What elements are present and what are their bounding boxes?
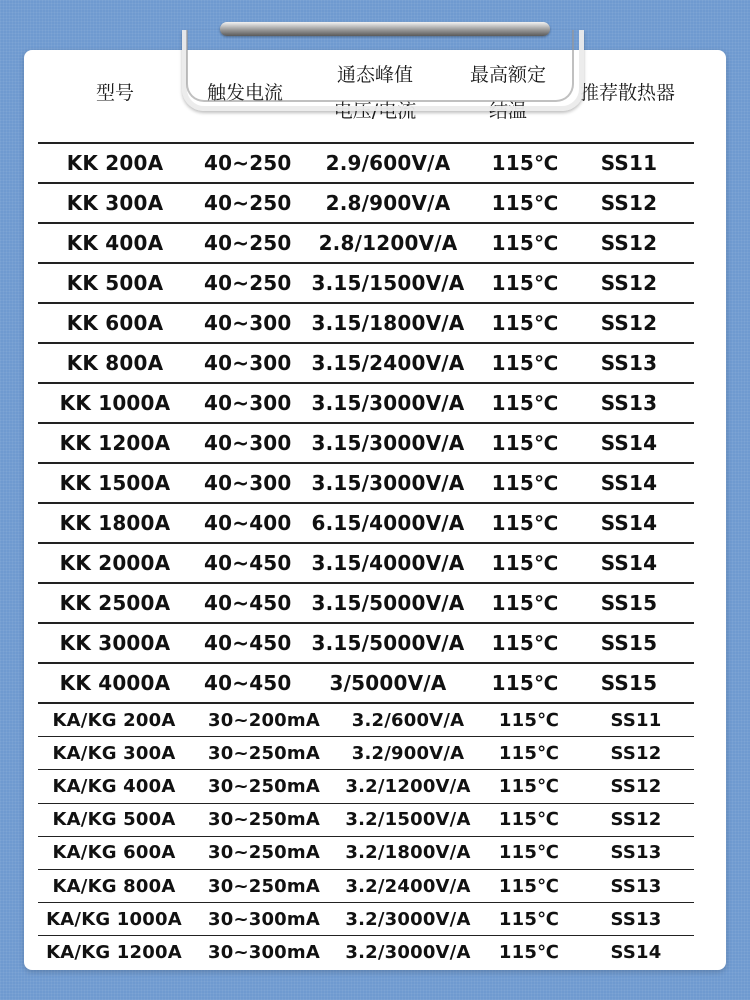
model-cell: KK 800A [66,351,164,375]
model-cell: KK 200A [66,151,164,175]
table-row [38,736,694,769]
heatsink-cell: SS12 [600,271,658,295]
header-heatsink: 推荐散热器 [579,82,675,104]
peak-voltage-current-cell: 3.2/3000V/A [345,908,471,930]
model-cell: KK 500A [66,271,164,295]
model-cell: KA/KG 800A [52,875,176,897]
max-junction-temp-cell: 115℃ [491,271,559,295]
trigger-current-cell: 30~250mA [208,809,320,831]
table-row [38,222,694,262]
trigger-current-cell: 40~250 [204,231,292,255]
table-row [38,869,694,902]
header-peak-voltage-line2: 电压/电流 [333,100,417,122]
heatsink-cell: SS14 [600,511,658,535]
trigger-current-cell: 40~300 [204,431,292,455]
table-row [38,382,694,422]
max-junction-temp-cell: 115℃ [491,351,559,375]
peak-voltage-current-cell: 3.15/3000V/A [311,391,465,415]
trigger-current-cell: 40~250 [204,271,292,295]
model-cell: KK 600A [66,311,164,335]
heatsink-cell: SS12 [610,775,662,797]
model-cell: KA/KG 400A [52,775,176,797]
peak-voltage-current-cell: 3.15/3000V/A [311,471,465,495]
peak-voltage-current-cell: 3.2/1200V/A [345,775,471,797]
trigger-current-cell: 30~300mA [208,908,320,930]
max-junction-temp-cell: 115℃ [498,941,560,963]
heatsink-cell: SS13 [600,391,658,415]
heatsink-cell: SS13 [610,875,662,897]
table-row [38,582,694,622]
table-row [38,462,694,502]
max-junction-temp-cell: 115℃ [491,591,559,615]
peak-voltage-current-cell: 3.15/4000V/A [311,551,465,575]
clip-frame-inner [186,30,574,102]
trigger-current-cell: 40~450 [204,551,292,575]
header-peak-voltage-line1: 通态峰值 [336,64,413,86]
header-trigger-current: 触发电流 [206,82,283,104]
table-row [38,142,694,182]
heatsink-cell: SS15 [600,671,658,695]
max-junction-temp-cell: 115℃ [498,709,560,731]
model-cell: KA/KG 1200A [46,941,182,963]
table-row [38,803,694,836]
model-cell: KK 4000A [59,671,171,695]
max-junction-temp-cell: 115℃ [498,809,560,831]
table-row [38,902,694,935]
table-row [38,836,694,869]
trigger-current-cell: 30~250mA [208,775,320,797]
heatsink-cell: SS12 [610,742,662,764]
trigger-current-cell: 40~450 [204,671,292,695]
max-junction-temp-cell: 115℃ [491,311,559,335]
trigger-current-cell: 30~250mA [208,842,320,864]
peak-voltage-current-cell: 3.15/5000V/A [311,591,465,615]
heatsink-cell: SS12 [600,231,658,255]
max-junction-temp-cell: 115℃ [491,511,559,535]
model-cell: KA/KG 300A [52,742,176,764]
peak-voltage-current-cell: 2.8/900V/A [325,191,451,215]
model-cell: KA/KG 200A [52,709,176,731]
peak-voltage-current-cell: 3.15/1800V/A [311,311,465,335]
heatsink-cell: SS13 [610,908,662,930]
model-cell: KK 2000A [59,551,171,575]
max-junction-temp-cell: 115℃ [491,471,559,495]
max-junction-temp-cell: 115℃ [491,151,559,175]
peak-voltage-current-cell: 3.2/900V/A [351,742,465,764]
trigger-current-cell: 40~300 [204,351,292,375]
model-cell: KK 3000A [59,631,171,655]
table-row [38,422,694,462]
table-row [38,622,694,662]
model-cell: KK 1200A [59,431,171,455]
max-junction-temp-cell: 115℃ [498,875,560,897]
trigger-current-cell: 40~450 [204,631,292,655]
trigger-current-cell: 40~300 [204,311,292,335]
heatsink-cell: SS13 [600,351,658,375]
peak-voltage-current-cell: 3.2/1800V/A [345,842,471,864]
model-cell: KK 2500A [59,591,171,615]
table-row [38,302,694,342]
max-junction-temp-cell: 115℃ [491,671,559,695]
model-cell: KK 1800A [59,511,171,535]
header-model: 型号 [95,82,134,104]
heatsink-cell: SS12 [600,311,658,335]
peak-voltage-current-cell: 3.2/3000V/A [345,941,471,963]
heatsink-cell: SS14 [610,941,662,963]
heatsink-cell: SS15 [600,631,658,655]
peak-voltage-current-cell: 3.2/600V/A [351,709,465,731]
peak-voltage-current-cell: 3/5000V/A [329,671,447,695]
heatsink-cell: SS12 [610,809,662,831]
max-junction-temp-cell: 115℃ [498,842,560,864]
max-junction-temp-cell: 115℃ [491,191,559,215]
heatsink-cell: SS15 [600,591,658,615]
model-cell: KA/KG 500A [52,809,176,831]
trigger-current-cell: 40~300 [204,471,292,495]
table-row [38,502,694,542]
trigger-current-cell: 40~250 [204,191,292,215]
peak-voltage-current-cell: 6.15/4000V/A [311,511,465,535]
model-cell: KK 300A [66,191,164,215]
trigger-current-cell: 30~300mA [208,941,320,963]
peak-voltage-current-cell: 3.15/5000V/A [311,631,465,655]
table-row [38,935,694,968]
max-junction-temp-cell: 115℃ [491,551,559,575]
table-row [38,542,694,582]
header-max-temp-line1: 最高额定 [469,64,546,86]
max-junction-temp-cell: 115℃ [491,631,559,655]
clip-bar [220,22,550,36]
table-row [38,262,694,302]
max-junction-temp-cell: 115℃ [498,908,560,930]
max-junction-temp-cell: 115℃ [498,742,560,764]
heatsink-cell: SS13 [610,842,662,864]
trigger-current-cell: 40~300 [204,391,292,415]
table-row [38,342,694,382]
header-max-temp-line2: 结温 [488,100,527,122]
table-row [38,769,694,802]
table-row [38,702,694,736]
trigger-current-cell: 40~250 [204,151,292,175]
peak-voltage-current-cell: 3.15/3000V/A [311,431,465,455]
model-cell: KK 1500A [59,471,171,495]
trigger-current-cell: 40~450 [204,591,292,615]
trigger-current-cell: 40~400 [204,511,292,535]
peak-voltage-current-cell: 3.15/1500V/A [311,271,465,295]
heatsink-cell: SS14 [600,551,658,575]
heatsink-cell: SS14 [600,431,658,455]
spec-table [0,142,750,969]
table-row [38,662,694,702]
heatsink-cell: SS12 [600,191,658,215]
trigger-current-cell: 30~250mA [208,742,320,764]
heatsink-cell: SS14 [600,471,658,495]
max-junction-temp-cell: 115℃ [491,231,559,255]
model-cell: KK 1000A [59,391,171,415]
model-cell: KA/KG 1000A [46,908,182,930]
heatsink-cell: SS11 [600,151,658,175]
peak-voltage-current-cell: 3.2/1500V/A [345,809,471,831]
trigger-current-cell: 30~250mA [208,875,320,897]
model-cell: KK 400A [66,231,164,255]
peak-voltage-current-cell: 3.2/2400V/A [345,875,471,897]
max-junction-temp-cell: 115℃ [498,775,560,797]
trigger-current-cell: 30~200mA [208,709,320,731]
peak-voltage-current-cell: 2.9/600V/A [325,151,451,175]
model-cell: KA/KG 600A [52,842,176,864]
table-row [38,182,694,222]
heatsink-cell: SS11 [610,709,662,731]
max-junction-temp-cell: 115℃ [491,391,559,415]
peak-voltage-current-cell: 3.15/2400V/A [311,351,465,375]
peak-voltage-current-cell: 2.8/1200V/A [318,231,458,255]
max-junction-temp-cell: 115℃ [491,431,559,455]
